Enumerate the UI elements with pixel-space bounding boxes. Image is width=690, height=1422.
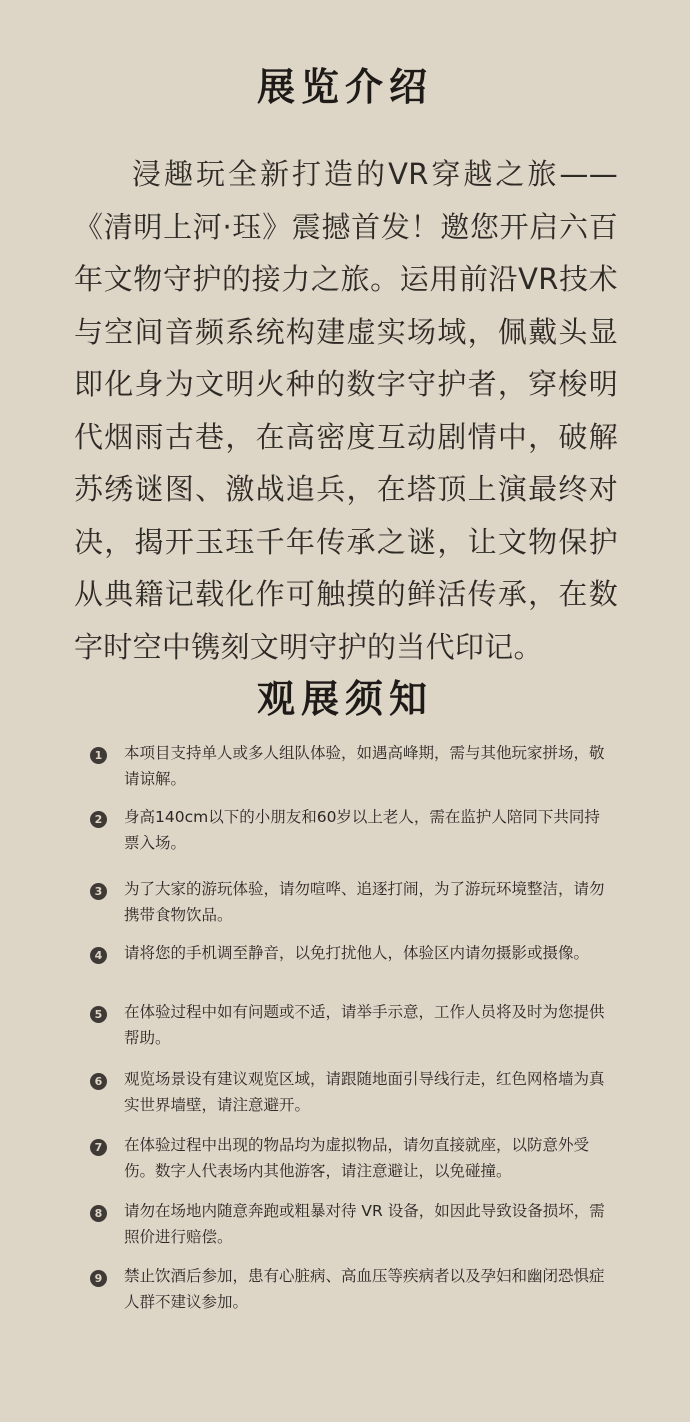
notice-item-6: [90, 1066, 610, 1118]
notice-text: 请勿在场地内随意奔跑或粗暴对待 VR 设备，如因此导致设备损坏，需照价进行赔偿。: [124, 1202, 605, 1246]
notice-item-5: [90, 999, 610, 1051]
notice-item-8: [90, 1198, 610, 1250]
number-badge-icon: 4: [90, 947, 107, 964]
number-badge-icon: 7: [90, 1139, 107, 1156]
notice-text: 身高140cm以下的小朋友和60岁以上老人，需在监护人陪同下共同持票入场。: [124, 808, 600, 852]
number-badge-icon: 6: [90, 1073, 107, 1090]
exhibition-intro-text: 浸趣玩全新打造的VR穿越之旅——《清明上河·珏》震撼首发！邀您开启六百年文物守护的接力之旅。运用前沿VR技术与空间音频系统构建虚实场域，佩戴头显即化身为文明火种的数字守护者，穿梭明代烟雨古巷，在高密度互动剧情中，破解苏绣谜图、激战追兵，在塔顶上演最终对决，揭开玉珏千年传承之谜，让文物保护从典籍记载化作可触摸的鲜活传承，在数字时空中镌刻文明守护的当代印记。: [74, 157, 618, 664]
number-badge-icon: 1: [90, 747, 107, 764]
notice-item-4: [90, 940, 610, 966]
number-badge-icon: 3: [90, 883, 107, 900]
notice-item-7: [90, 1132, 610, 1184]
number-badge-icon: 8: [90, 1205, 107, 1222]
notice-text: 观览场景设有建议观览区域，请跟随地面引导线行走，红色网格墙为真实世界墙壁，请注意避开。: [124, 1070, 605, 1114]
notice-item-1: [90, 740, 610, 792]
number-badge-icon: 5: [90, 1006, 107, 1023]
notice-item-9: [90, 1263, 610, 1315]
number-badge-icon: 2: [90, 811, 107, 828]
notice-item-3: [90, 876, 610, 928]
notice-item-2: [90, 804, 610, 856]
notice-text: 在体验过程中如有问题或不适，请举手示意，工作人员将及时为您提供帮助。: [124, 1003, 605, 1047]
notice-text: 禁止饮酒后参加，患有心脏病、高血压等疾病者以及孕妇和幽闭恐惧症人群不建议参加。: [124, 1267, 605, 1311]
notice-text: 请将您的手机调至静音，以免打扰他人，体验区内请勿摄影或摄像。: [124, 944, 590, 962]
exhibition-intro-title: 展览介绍: [256, 64, 433, 109]
visitor-notice-title: 观展须知: [256, 676, 433, 721]
notice-text: 本项目支持单人或多人组队体验，如遇高峰期，需与其他玩家拼场，敬请谅解。: [124, 744, 605, 788]
notice-text: 为了大家的游玩体验，请勿喧哗、追逐打闹，为了游玩环境整洁，请勿携带食物饮品。: [124, 880, 605, 924]
number-badge-icon: 9: [90, 1270, 107, 1287]
notice-text: 在体验过程中出现的物品均为虚拟物品，请勿直接就座，以防意外受伤。数字人代表场内其他游客，请注意避让，以免碰撞。: [124, 1136, 590, 1180]
